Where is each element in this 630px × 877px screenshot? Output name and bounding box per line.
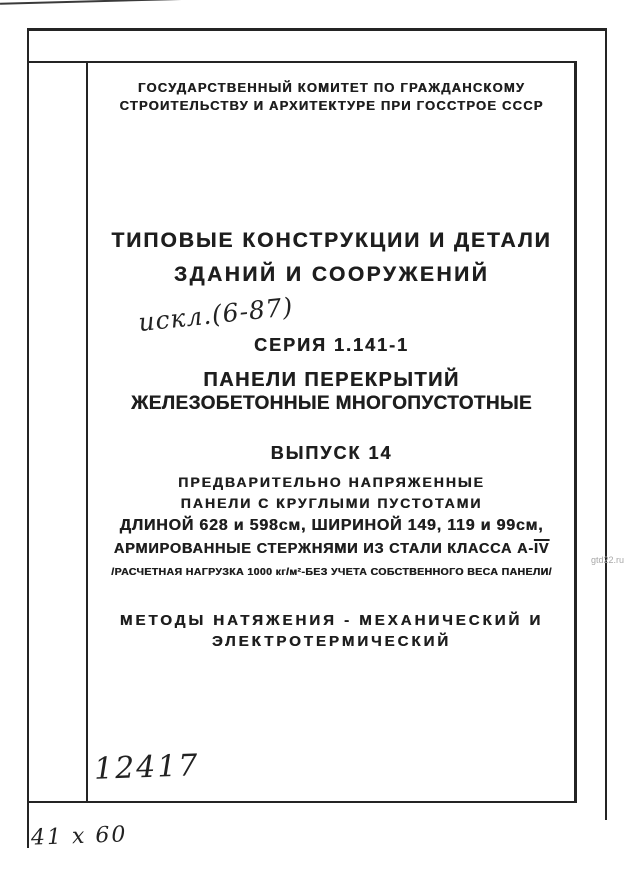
inner-border-frame: [86, 61, 577, 803]
design-load-note: /РАСЧЕТНАЯ НАГРУЗКА 1000 кг/м²-БЕЗ УЧЕТА СОБСТВЕННОГО ВЕСА ПАНЕЛИ/: [111, 566, 552, 578]
issuer-name-line-2: СТРОИТЕЛЬСТВУ И АРХИТЕКТУРЕ ПРИ ГОССТРОЕ СССР: [119, 98, 544, 113]
handwritten-cancellation-note: искл.(6-87): [136, 291, 295, 338]
issuer-name-line-1: ГОСУДАРСТВЕННЫЙ КОМИТЕТ ПО ГРАЖДАНСКОМУ: [137, 80, 526, 95]
description-line-2: ПАНЕЛИ С КРУГЛЫМИ ПУСТОТАМИ: [180, 495, 483, 511]
handwritten-format-note: 41 х 60: [30, 822, 128, 851]
inner-bottom-line-extension: [29, 801, 86, 803]
outer-left-border-extension: [27, 820, 29, 848]
series-number: СЕРИЯ 1.141-1: [254, 335, 409, 355]
description-line-1: ПРЕДВАРИТЕЛЬНО НАПРЯЖЕННЫЕ: [178, 474, 485, 490]
reinforcement-text: АРМИРОВАННЫЕ СТЕРЖНЯМИ ИЗ СТАЛИ КЛАССА А-: [113, 541, 534, 557]
document-title-line-2: ЗДАНИЙ И СООРУЖЕНИЙ: [173, 263, 490, 286]
handwritten-underline-stroke: [0, 0, 210, 5]
subject-title-line-2: ЖЕЛЕЗОБЕТОННЫЕ МНОГОПУСТОТНЫЕ: [131, 393, 532, 414]
tensioning-methods-line-1: МЕТОДЫ НАТЯЖЕНИЯ - МЕХАНИЧЕСКИЙ И: [119, 612, 544, 629]
dimensions-line: ДЛИНОЙ 628 и 598см, ШИРИНОЙ 149, 119 и 99см,: [119, 517, 544, 534]
handwritten-inventory-number: 12417: [93, 748, 201, 787]
watermark-text: gtd22.ru: [591, 555, 625, 565]
subject-title-line-1: ПАНЕЛИ ПЕРЕКРЫТИЙ: [203, 369, 460, 391]
tensioning-methods-line-2: ЭЛЕКТРОТЕРМИЧЕСКИЙ: [211, 633, 452, 650]
document-title-line-1: ТИПОВЫЕ КОНСТРУКЦИИ И ДЕТАЛИ: [111, 229, 552, 252]
reinforcement-line: [86, 541, 577, 557]
steel-class-roman-numeral: $\overline{IV}$: [533, 541, 550, 557]
issue-number: ВЫПУСК 14: [270, 443, 393, 463]
inner-top-line-extension: [29, 61, 86, 63]
